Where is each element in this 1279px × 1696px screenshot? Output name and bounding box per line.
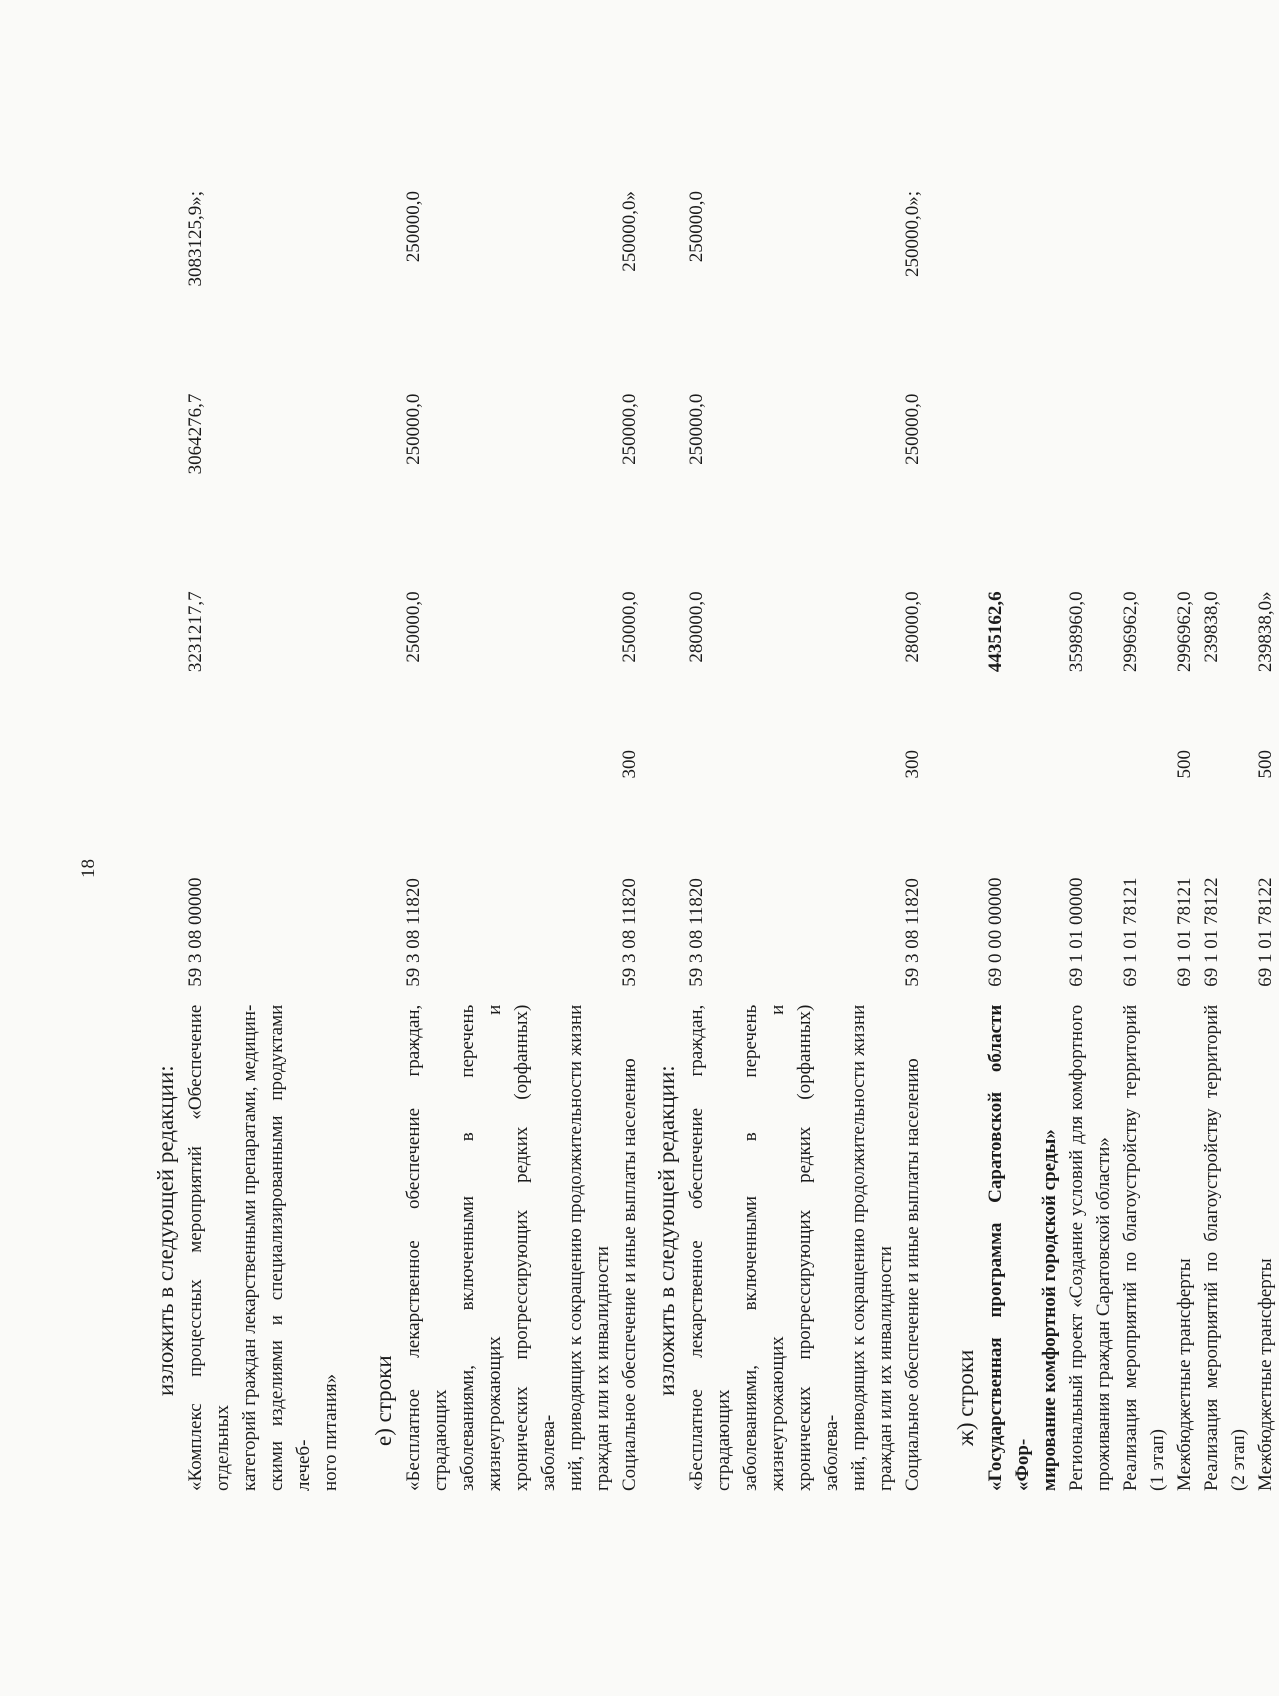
description-line: (1 этап) (1147, 1429, 1168, 1491)
description-line: Межбюджетные трансферты (1255, 1258, 1276, 1491)
table-row (683, 191, 899, 1491)
amount-year-1: 2996962,0 (1174, 591, 1195, 673)
description-line: Региональный проект «Создание условий для комфортного (1066, 1004, 1087, 1491)
budget-code: 59 3 08 11820 (686, 878, 707, 987)
table-row (616, 191, 643, 1491)
amount-year-3: 3083125,9»; (185, 191, 206, 287)
description-line: граждан или их инвалидности (592, 1246, 613, 1491)
budget-code: 59 3 08 11820 (619, 878, 640, 987)
section-spacer (344, 191, 352, 1491)
amount-year-3: 250000,0 (403, 191, 424, 263)
description-line: «Бесплатное лекарственное обеспечение граждан, страдающих (686, 1004, 734, 1491)
description-line: «Комплекс процессных мероприятий «Обеспечение отдельных (185, 1004, 233, 1491)
description-line: хронических прогрессирующих редких (орфанных) заболева- (794, 1004, 842, 1491)
description-line: заболеваниями, включенными в перечень жизнеугрожающих и (740, 1004, 788, 1491)
section-heading: ж) строки (953, 1349, 978, 1446)
budget-code: 69 0 00 00000 (985, 877, 1006, 987)
description-line: Социальное обеспечение и иные выплаты населению (619, 1058, 640, 1491)
amount-year-1: 3231217,7 (185, 591, 206, 673)
amount-year-2: 250000,0 (686, 393, 707, 465)
budget-code: 59 3 08 00000 (185, 877, 206, 987)
budget-code: 69 1 01 78121 (1120, 877, 1141, 987)
expense-type-code: 500 (1174, 750, 1195, 779)
row-description (1171, 1005, 1198, 1491)
section-spacer (926, 191, 934, 1491)
expense-type-code: 500 (1255, 750, 1276, 779)
table-row (1063, 191, 1117, 1491)
budget-code: 59 3 08 11820 (902, 878, 923, 987)
description-line: ного питания» (320, 1373, 341, 1491)
row-description (1063, 1005, 1117, 1491)
description-line: Социальное обеспечение и иные выплаты населению (902, 1058, 923, 1491)
description-line: Реализация мероприятий по благоустройству территорий (1120, 1004, 1141, 1491)
description-line: скими изделиями и специализированными продуктами лечеб- (266, 1004, 314, 1491)
section-spacer (643, 191, 651, 1491)
description-line: проживания граждан Саратовской области» (1093, 1137, 1114, 1491)
amount-year-1: 4435162,6 (985, 591, 1006, 673)
amount-year-1: 2996962,0 (1120, 591, 1141, 673)
table-row (1117, 191, 1171, 1491)
table-row (1198, 191, 1252, 1491)
amount-year-3: 250000,0 (686, 191, 707, 263)
section-heading: е) строки (371, 1355, 396, 1446)
amount-year-1: 280000,0 (902, 591, 923, 663)
description-line: заболеваниями, включенными в перечень жизнеугрожающих и (457, 1004, 505, 1491)
description-line: мирование комфортной городской среды» (1039, 1129, 1060, 1491)
row-description (683, 1005, 899, 1491)
description-line: Межбюджетные трансферты (1174, 1258, 1195, 1491)
budget-code: 69 1 01 00000 (1066, 877, 1087, 987)
description-line: граждан или их инвалидности (875, 1246, 896, 1491)
table-row (400, 191, 616, 1491)
table-row (1171, 191, 1198, 1491)
description-line: ний, приводящих к сокращению продолжительности жизни (848, 1004, 869, 1491)
amount-year-1: 250000,0 (403, 591, 424, 663)
section-heading: изложить в следующей редакции: (153, 1065, 178, 1396)
row-description (400, 1005, 616, 1491)
section-heading: изложить в следующей редакции: (654, 1065, 679, 1396)
table-row (982, 191, 1063, 1491)
amount-year-1: 280000,0 (686, 591, 707, 663)
amount-year-2: 250000,0 (619, 393, 640, 465)
amendment-table (150, 191, 1279, 1491)
row-description (616, 1005, 643, 1491)
row-description (899, 1005, 926, 1491)
row-description (182, 1005, 344, 1491)
description-line: категорий граждан лекарственными препаратами, медицин- (239, 1004, 260, 1491)
table-row (1252, 191, 1279, 1491)
budget-code: 59 3 08 11820 (403, 878, 424, 987)
row-description (1117, 1005, 1171, 1491)
row-description (1252, 1005, 1279, 1491)
budget-code: 69 1 01 78122 (1201, 877, 1222, 987)
amount-year-3: 250000,0»; (902, 191, 923, 278)
expense-type-code: 300 (902, 750, 923, 779)
amount-year-2: 250000,0 (403, 393, 424, 465)
description-line: ний, приводящих к сокращению продолжительности жизни (565, 1004, 586, 1491)
amount-year-1: 239838,0 (1201, 591, 1222, 663)
table-row (899, 191, 926, 1491)
description-line: Реализация мероприятий по благоустройству территорий (1201, 1004, 1222, 1491)
amount-year-2: 250000,0 (902, 393, 923, 465)
page-number: 18 (78, 859, 99, 878)
row-description (982, 1005, 1063, 1491)
amount-year-1: 3598960,0 (1066, 591, 1087, 673)
table-row (182, 191, 344, 1491)
amount-year-1: 239838,0» (1255, 591, 1276, 673)
description-line: хронических прогрессирующих редких (орфанных) заболева- (511, 1004, 559, 1491)
amount-year-2: 3064276,7 (185, 393, 206, 475)
description-line: «Бесплатное лекарственное обеспечение граждан, страдающих (403, 1004, 451, 1491)
expense-type-code: 300 (619, 750, 640, 779)
description-line: (2 этап) (1228, 1429, 1249, 1491)
budget-code: 69 1 01 78121 (1174, 877, 1195, 987)
amount-year-3: 250000,0» (619, 191, 640, 272)
budget-code: 69 1 01 78122 (1255, 877, 1276, 987)
row-description (1198, 1005, 1252, 1491)
description-line: «Государственная программа Саратовской области «Фор- (985, 1004, 1033, 1491)
amount-year-1: 250000,0 (619, 591, 640, 663)
